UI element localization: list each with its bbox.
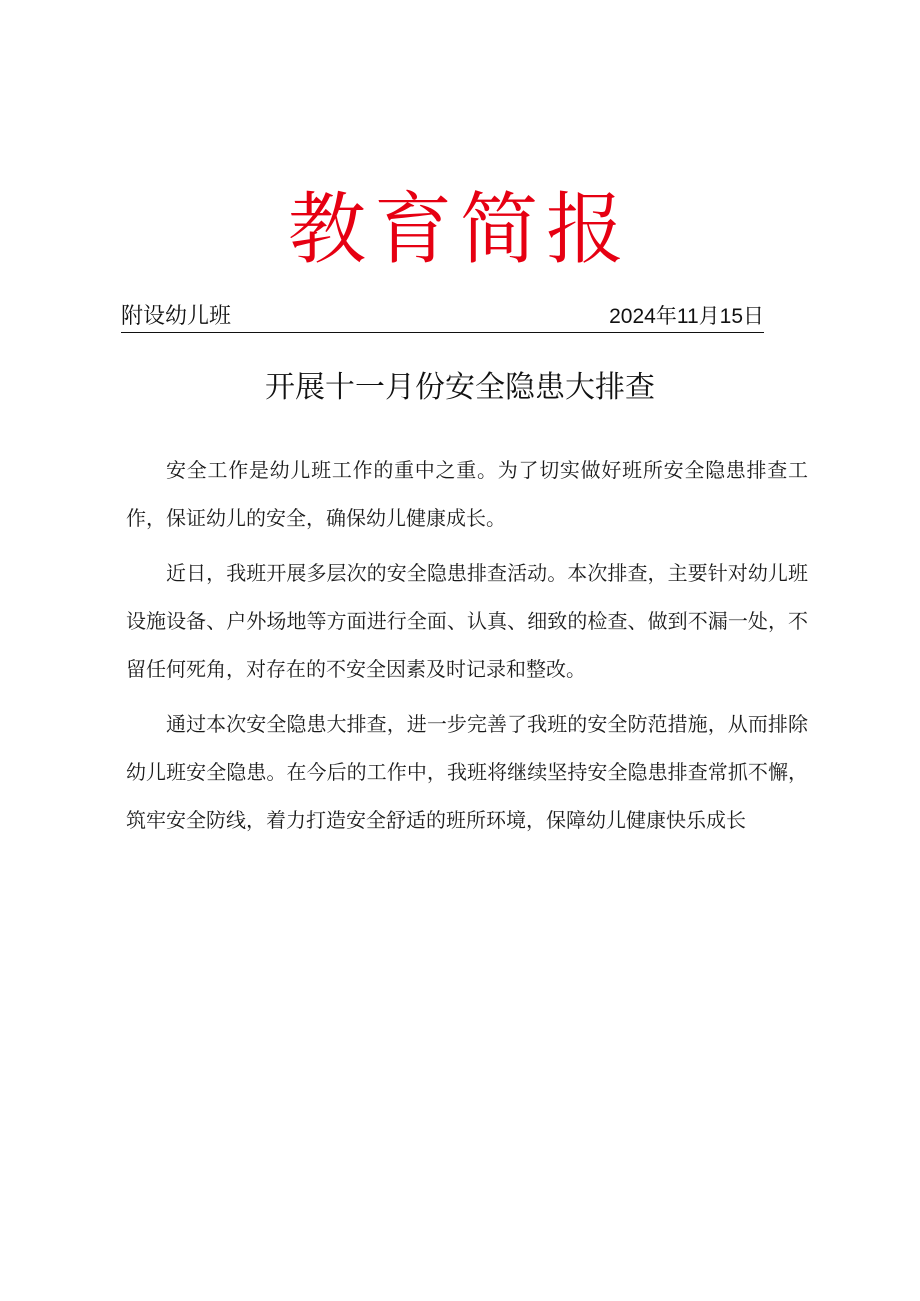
meta-line [121,300,764,333]
paragraph-3: 通过本次安全隐患大排查，进一步完善了我班的安全防范措施，从而排除幼儿班安全隐患。在今后的工作中，我班将继续坚持安全隐患排查常抓不懈，筑牢安全防线，着力打造安全舒适的班所环境，保障幼儿健康快乐成长 [126,712,808,832]
article-body [126,446,808,851]
department-label: 附设幼儿班 [121,304,232,329]
issue-date: 2024年11月15日 [609,305,764,328]
paragraph-2: 近日，我班开展多层次的安全隐患排查活动。本次排查，主要针对幼儿班设施设备、户外场地等方面进行全面、认真、细致的检查、做到不漏一处，不留任何死角，对存在的不安全因素及时记录和整改。 [126,561,808,681]
article-title: 开展十一月份安全隐患大排查 [265,370,655,405]
masthead-title: 教育简报 [287,185,632,275]
paragraph-1: 安全工作是幼儿班工作的重中之重。为了切实做好班所安全隐患排查工作，保证幼儿的安全，确保幼儿健康成长。 [126,458,808,530]
